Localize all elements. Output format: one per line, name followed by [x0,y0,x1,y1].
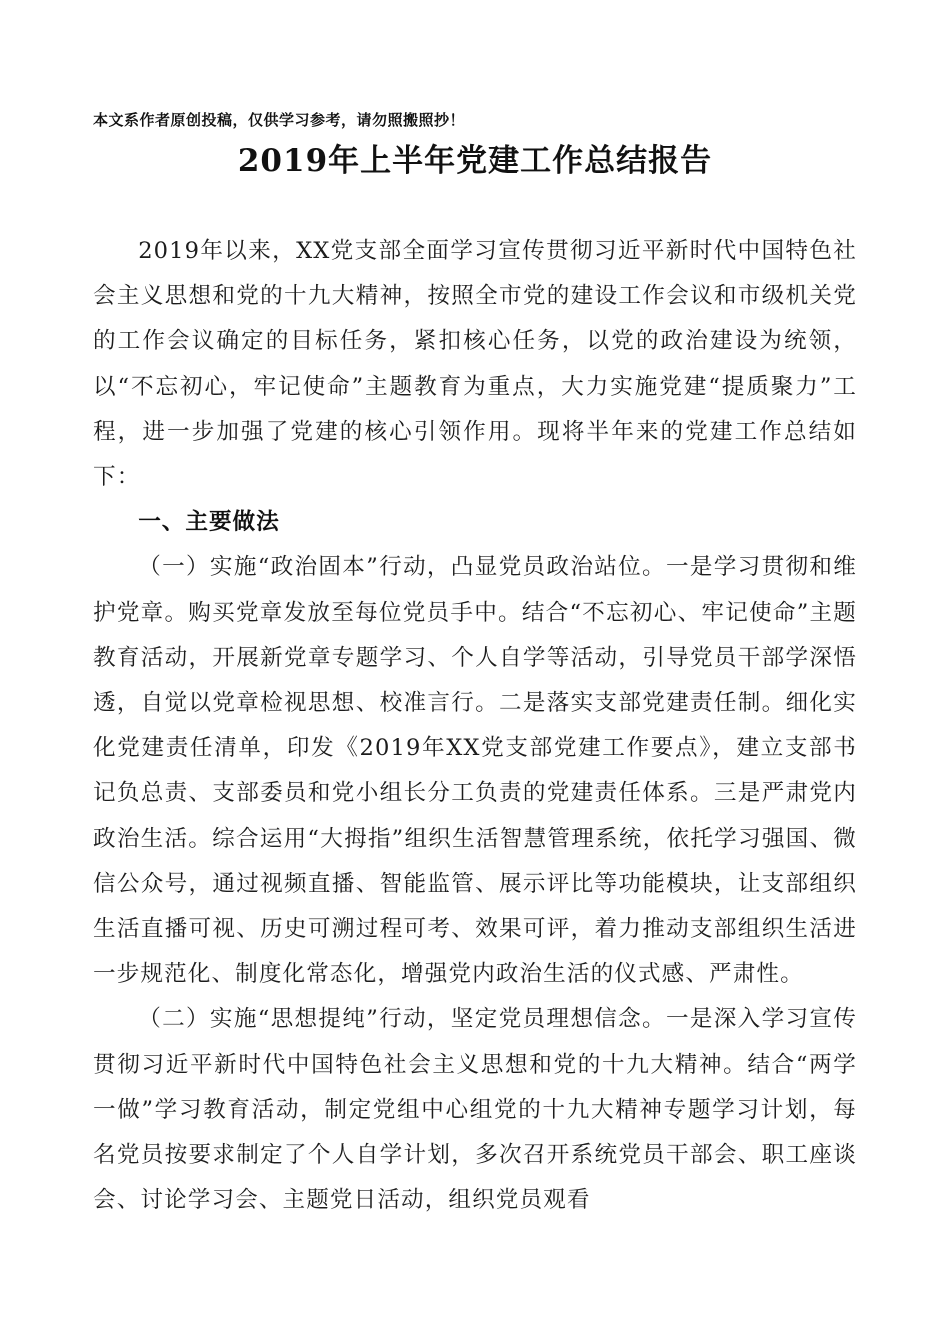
section-heading: 一、主要做法 [138,509,280,536]
document-body [93,229,857,1223]
document-title: 2019年上半年党建工作总结报告 [237,143,713,179]
copyright-notice: 本文系作者原创投稿，仅供学习参考，请勿照搬照抄！ [93,111,466,129]
intro-paragraph: 2019年以来，XX党支部全面学习宣传贯彻习近平新时代中国特色社会主义思想和党的十九大精神，按照全市党的建设工作会议和市级机关党的工作会议确定的目标任务，紧扣核心任务，以党的政治建设为统领，以“不忘初心，牢记使命”主题教育为重点，大力实施党建“提质聚力”工程，进一步加强了党建的核心引领作用。现将半年来的党建工作总结如下： [93,238,857,491]
body-paragraph-2: （二）实施“思想提纯”行动，坚定党员理想信念。一是深入学习宣传贯彻习近平新时代中国特色社会主义思想和党的十九大精神。结合“两学一做”学习教育活动，制定党组中心组党的十九大精神专题学习计划，每名党员按要求制定了个人自学计划，多次召开系统党员干部会、职工座谈会、讨论学习会、主题党日活动，组织党员观看 [93,1006,857,1214]
body-paragraph-1: （一）实施“政治固本”行动，凸显党员政治站位。一是学习贯彻和维护党章。购买党章发放至每位党员手中。结合“不忘初心、牢记使命”主题教育活动，开展新党章专题学习、个人自学等活动，引导党员干部学深悟透，自觉以党章检视思想、校准言行。二是落实支部党建责任制。细化实化党建责任清单，印发《2019年XX党支部党建工作要点》，建立支部书记负总责、支部委员和党小组长分工负责的党建责任体系。三是严肃党内政治生活。综合运用“大拇指”组织生活智慧管理系统，依托学习强国、微信公众号，通过视频直播、智能监管、展示评比等功能模块，让支部组织生活直播可视、历史可溯过程可考、效果可评，着力推动支部组织生活进一步规范化、制度化常态化，增强党内政治生活的仪式感、严肃性。 [93,554,857,988]
